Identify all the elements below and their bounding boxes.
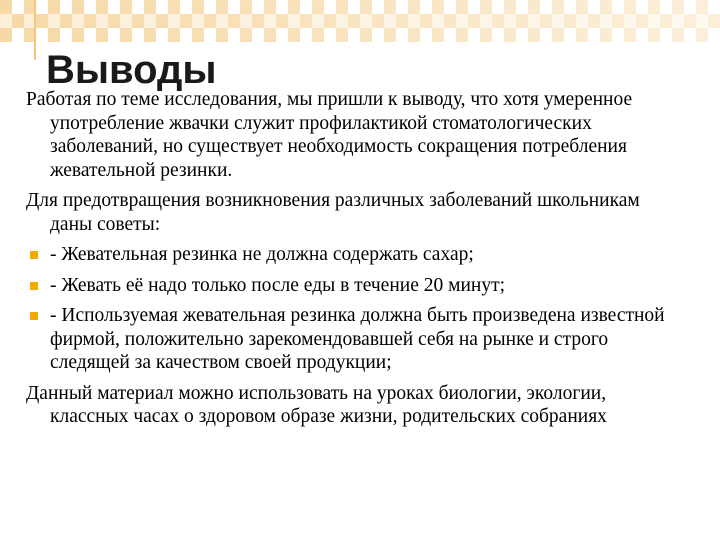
checker-cell [12,14,24,28]
checker-cell [624,14,636,28]
checker-cell [552,0,564,14]
bullet-square-icon [30,282,38,290]
checker-cell [456,28,468,42]
checker-cell [288,0,300,14]
checker-cell [48,14,60,28]
checker-cell [12,0,24,14]
checker-cell [684,14,696,28]
checker-cell [180,0,192,14]
bullet-text: - Используемая жевательная резинка должна быть произведена известной фирмой, положительно зарекомендовавшей себя на рынке и строго следящей за качеством своей продукции; [50,305,665,373]
checker-cell [132,28,144,42]
checker-cell [540,0,552,14]
checker-cell [96,0,108,14]
checker-cell [696,0,708,14]
checker-cell [636,14,648,28]
checker-cell [264,14,276,28]
checker-cell [480,28,492,42]
checker-cell [504,28,516,42]
bullet-square-icon [30,251,38,259]
checker-cell [48,0,60,14]
checker-cell [336,0,348,14]
checker-cell [0,28,12,42]
checker-cell [516,14,528,28]
checker-cell [384,28,396,42]
checker-cell [276,0,288,14]
checker-cell [636,0,648,14]
checker-cell [684,0,696,14]
checker-cell [348,0,360,14]
checker-cell [228,28,240,42]
checker-cell [240,0,252,14]
checker-cell [564,0,576,14]
checker-cell [516,28,528,42]
checker-cell [204,28,216,42]
checker-cell [624,0,636,14]
checker-cell [216,0,228,14]
checker-cell [360,0,372,14]
checker-cell [384,14,396,28]
checker-cell [516,0,528,14]
checker-cell [480,14,492,28]
checker-cell [324,28,336,42]
checker-cell [564,28,576,42]
checker-cell [612,14,624,28]
checker-cell [264,28,276,42]
paragraph-usage: Данный материал можно использовать на уроках биологии, экологии, классных часах о здоровом образе жизни, родительских собраниях [26,382,607,427]
checker-cell [420,14,432,28]
checker-cell [168,14,180,28]
bullet-text: - Жевательная резинка не должна содержать сахар; [50,244,474,265]
checker-cell [72,28,84,42]
checker-cell [168,28,180,42]
checker-cell [444,0,456,14]
checker-cell [108,14,120,28]
checker-cell [204,0,216,14]
checker-cell [408,0,420,14]
checker-cell [36,0,48,14]
bullet-item [26,274,676,298]
checker-cell [36,28,48,42]
checker-cell [528,28,540,42]
checker-cell [396,28,408,42]
checker-cell [120,14,132,28]
checker-cell [684,28,696,42]
checker-cell [96,28,108,42]
checker-cell [564,14,576,28]
checker-cell [528,14,540,28]
checker-cell [708,28,720,42]
checker-cell [324,14,336,28]
checker-cell [492,28,504,42]
checker-cell [228,0,240,14]
checker-cell [432,28,444,42]
checker-cell [276,28,288,42]
checker-cell [96,14,108,28]
checker-cell [108,0,120,14]
checker-cell [708,14,720,28]
bullet-square-icon [30,312,38,320]
checker-cell [504,0,516,14]
checker-cell [648,28,660,42]
checker-cell [204,14,216,28]
checker-cell [444,28,456,42]
checker-cell [216,14,228,28]
checker-cell [456,14,468,28]
checker-cell [84,28,96,42]
checker-cell [576,0,588,14]
checker-cell [420,28,432,42]
checker-cell [660,14,672,28]
checker-cell [624,28,636,42]
checker-cell [372,14,384,28]
checker-cell [336,28,348,42]
checker-cell [636,28,648,42]
checker-cell [600,28,612,42]
checker-cell [264,0,276,14]
checker-cell [120,0,132,14]
checker-cell [396,0,408,14]
checker-cell [360,28,372,42]
checker-cell [300,0,312,14]
checker-cell [60,14,72,28]
checker-cell [324,0,336,14]
checker-cell [420,0,432,14]
bullet-item [26,304,676,375]
checker-cell [588,0,600,14]
checker-cell [408,14,420,28]
checker-cell [240,28,252,42]
checker-cell [480,0,492,14]
checker-cell [492,14,504,28]
checker-cell [576,14,588,28]
checker-cell [60,28,72,42]
checker-cell [708,0,720,14]
checker-cell [696,28,708,42]
checker-cell [84,14,96,28]
decorative-vertical-line [34,0,36,60]
checker-cell [468,28,480,42]
checker-cell [648,0,660,14]
checker-cell [660,28,672,42]
checker-cell [120,28,132,42]
checker-cell [336,14,348,28]
checker-cell [348,28,360,42]
checker-cell [360,14,372,28]
checker-cell [456,0,468,14]
checker-cell [348,14,360,28]
checker-cell [156,0,168,14]
checker-cell [432,14,444,28]
checker-cell [252,14,264,28]
checker-cell [504,14,516,28]
checker-cell [492,0,504,14]
checker-cell [408,28,420,42]
checker-cell [672,28,684,42]
checker-cell [552,14,564,28]
checker-cell [576,28,588,42]
checker-cell [528,0,540,14]
checker-cell [252,28,264,42]
checker-cell [180,14,192,28]
checker-cell [432,0,444,14]
paragraph-advice-intro: Для предотвращения возникновения различных заболеваний школьникам даны советы: [26,190,640,235]
checker-cell [156,14,168,28]
checker-cell [612,28,624,42]
checker-cell [228,14,240,28]
checker-cell [468,0,480,14]
checker-cell [696,14,708,28]
checker-cell [660,0,672,14]
checker-cell [312,0,324,14]
checker-cell [588,28,600,42]
bullet-item [26,243,676,267]
checker-cell [180,28,192,42]
checker-cell [552,28,564,42]
checker-cell [312,14,324,28]
checker-cell [132,0,144,14]
checker-cell [600,0,612,14]
checker-cell [72,0,84,14]
bullet-text: - Жевать её надо только после еды в течение 20 минут; [50,274,506,296]
checker-cell [252,0,264,14]
checker-cell [612,0,624,14]
checker-cell [468,14,480,28]
checker-cell [12,28,24,42]
checker-cell [36,14,48,28]
checker-cell [192,0,204,14]
checker-cell [372,28,384,42]
checker-cell [144,14,156,28]
checker-cell [144,28,156,42]
checker-cell [672,14,684,28]
checker-cell [672,0,684,14]
checker-cell [108,28,120,42]
checker-cell [288,14,300,28]
checker-cell [384,0,396,14]
checker-cell [192,14,204,28]
checker-cell [240,14,252,28]
decorative-checker-band [0,0,720,42]
checker-cell [168,0,180,14]
checker-cell [300,14,312,28]
checker-cell [588,14,600,28]
checker-cell [648,14,660,28]
checker-cell [84,0,96,14]
checker-cell [396,14,408,28]
checker-cell [372,0,384,14]
checker-cell [312,28,324,42]
checker-cell [216,28,228,42]
checker-cell [288,28,300,42]
paragraph-conclusion: Работая по теме исследования, мы пришли к выводу, что хотя умеренное употребление жвачки служит профилактикой стоматологических заболеваний, но существует необходимость сокращения потребления жевательной резинки. [26,89,633,181]
slide-title: Выводы [46,48,217,92]
checker-cell [144,0,156,14]
checker-cell [0,14,12,28]
checker-cell [156,28,168,42]
checker-cell [444,14,456,28]
checker-cell [0,0,12,14]
checker-cell [300,28,312,42]
checker-cell [60,0,72,14]
checker-cell [48,28,60,42]
checker-cell [540,14,552,28]
checker-cell [276,14,288,28]
checker-cell [192,28,204,42]
slide-body [26,88,676,436]
checker-cell [540,28,552,42]
checker-cell [600,14,612,28]
checker-cell [132,14,144,28]
checker-cell [72,14,84,28]
